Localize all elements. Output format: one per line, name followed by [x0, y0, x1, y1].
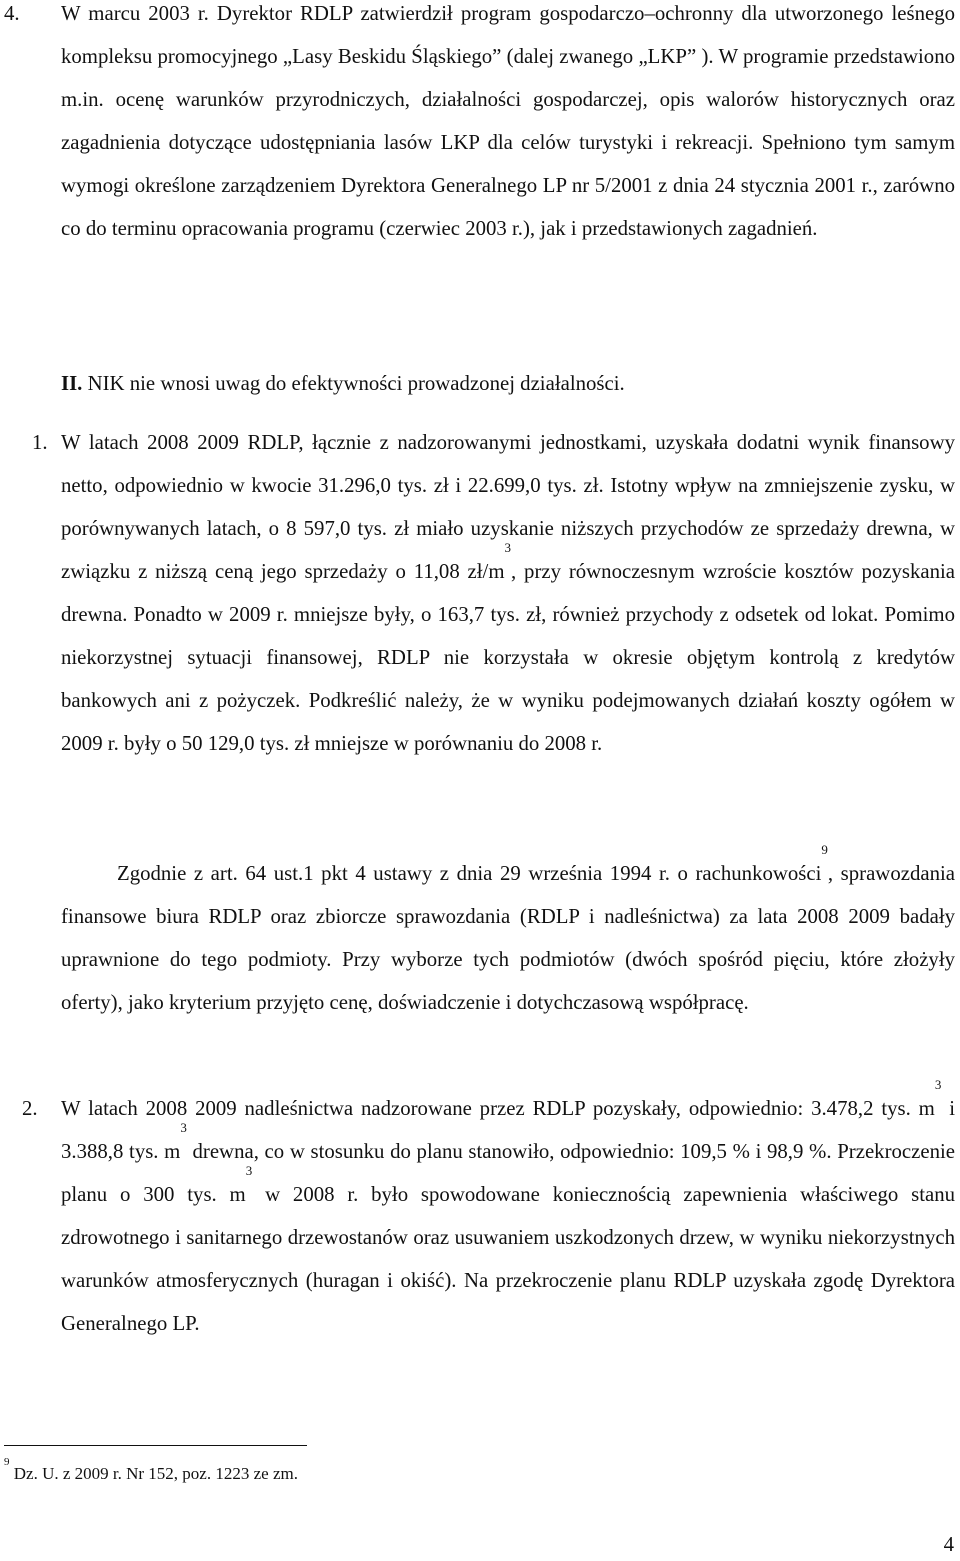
item-1-paragraph-2 [61, 842, 955, 1024]
item-2-paragraph [61, 1077, 956, 1345]
item-2-sup-a: 3 [934, 1077, 942, 1092]
page-number: 4 [943, 1533, 954, 1556]
item-1-para2-text-b: , sprawozdania finansowe biura RDLP oraz zbiorcze sprawozdania (RDLP i nadleśnictwa) za lata 2008 2009 badały uprawnione do tego podmioty. Przy wyborze tych podmiotów (dwóch spośród pięciu, które złożyły oferty), jako kryterium przyjęto cenę, doświadczenie i dotychczasową współpracę. [61, 862, 955, 1014]
footnote [4, 1456, 298, 1486]
item-2-text-a: W latach 2008 2009 nadleśnictwa nadzorowane przez RDLP pozyskały, odpowiednio: 3.478,2 tys. m [61, 1097, 935, 1120]
item-2-text-d: w 2008 r. było spowodowane koniecznością zapewnienia właściwego stanu zdrowotnego i sanitarnego drzewostanów oraz usuwaniem uszkodzonych drzew, w wyniku niekorzystnych warunków atmosferycznych (huragan i okiść). Na przekroczenie planu RDLP uzyskała zgodę Dyrektora Generalnego LP. [61, 1183, 955, 1335]
item-1-number: 1. [32, 431, 48, 454]
footnote-ref-9: 9 [821, 842, 828, 857]
item-2-number: 2. [22, 1097, 38, 1120]
footnote-mark: 9 [4, 1456, 10, 1468]
section-2-heading [61, 362, 955, 405]
item-1-paragraph [61, 421, 955, 765]
item-4-paragraph: W marcu 2003 r. Dyrektor RDLP zatwierdził program gospodarczo–ochronny dla utworzonego leśnego kompleksu promocyjnego „Lasy Beskidu Śląskiego” (dalej zwanego „LKP” ). W programie przedstawiono m.in. ocenę warunków przyrodniczych, działalności gospodarczej, opis walorów historycznych oraz zagadnienia dotyczące udostępniania lasów LKP dla celów turystyki i rekreacji. Spełniono tym samym wymogi określone zarządzeniem Dyrektora Generalnego LP nr 5/2001 z dnia 24 stycznia 2001 r., zarówno co do terminu opracowania programu (czerwiec 2003 r.), jak i przedstawionych zagadnień. [61, 2, 955, 240]
section-2-numeral: II. [61, 372, 83, 395]
item-1-para2-text-a: Zgodnie z art. 64 ust.1 pkt 4 ustawy z dnia 29 września 1994 r. o rachunkowości [117, 862, 822, 885]
item-4-number: 4. [4, 2, 20, 25]
item-2-sup-b: 3 [180, 1120, 187, 1135]
item-1-sup-a: 3 [504, 540, 512, 555]
footnote-text: Dz. U. z 2009 r. Nr 152, poz. 1223 ze zm. [9, 1464, 298, 1483]
item-2-sup-c: 3 [245, 1163, 253, 1178]
item-1-text-b: , przy równoczesnym wzroście kosztów pozyskania drewna. Ponadto w 2009 r. mniejsze były, o 163,7 tys. zł, również przychody z odsetek od lokat. Pomimo niekorzystnej sytuacji finansowej, RDLP nie korzystała w okresie objętym kontrolą z kredytów bankowych ani z pożyczek. Podkreślić należy, że w wyniku podejmowanych działań koszty ogółem w 2009 r. były o 50 129,0 tys. zł mniejsze w porównaniu do 2008 r. [61, 560, 955, 755]
item-2-text-b: i 3.388,8 tys. m [61, 1097, 956, 1163]
item-1-text-a: W latach 2008 2009 RDLP, łącznie z nadzorowanymi jednostkami, uzyskała dodatni wynik finansowy netto, odpowiednio w kwocie 31.296,0 tys. zł i 22.699,0 tys. zł. Istotny wpływ na zmniejszenie zysku, w porównywanych latach, o 8 597,0 tys. zł miało uzyskanie niższych przychodów ze sprzedaży drewna, w związku z niższą ceną jego sprzedaży o 11,08 zł/m [61, 431, 955, 583]
section-2-text: NIK nie wnosi uwag do efektywności prowadzonej działalności. [87, 372, 625, 395]
footnote-divider [4, 1445, 307, 1446]
item-2-text-c: drewna, co w stosunku do planu stanowiło, odpowiednio: 109,5 % i 98,9 %. Przekroczenie planu o 300 tys. m [61, 1140, 956, 1206]
